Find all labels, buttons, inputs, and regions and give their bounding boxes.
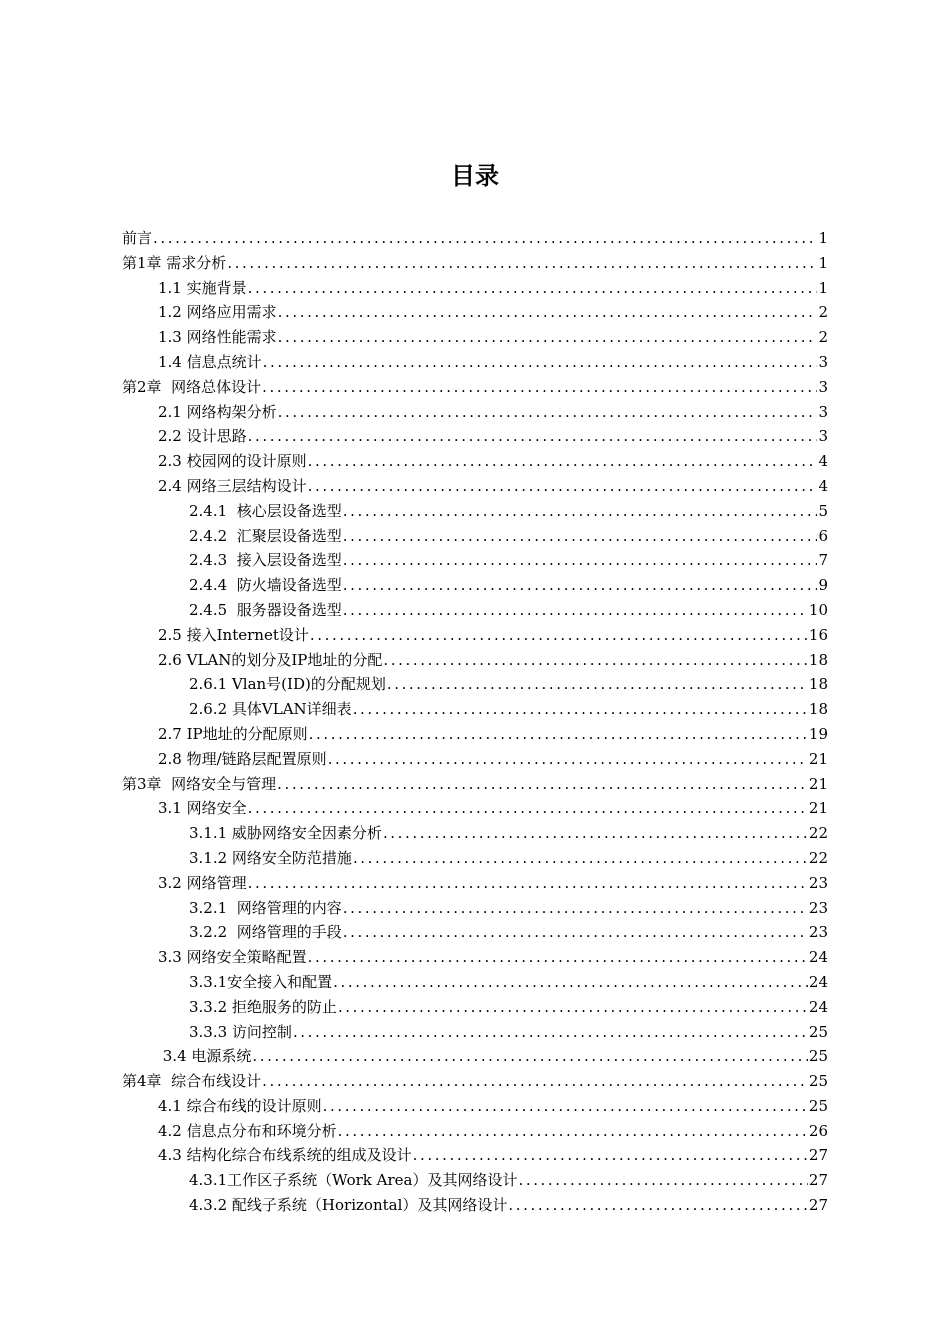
toc-entry[interactable] bbox=[122, 474, 828, 499]
toc-entry[interactable] bbox=[122, 623, 828, 648]
dot-leader bbox=[387, 672, 808, 697]
toc-entry-label: 2.8 物理/链路层配置原则 bbox=[158, 749, 327, 768]
toc-entry-page-number: 21 bbox=[808, 774, 828, 793]
toc-entry[interactable] bbox=[122, 945, 828, 970]
toc-entry[interactable] bbox=[122, 548, 828, 573]
toc-entry-label: 4.3.2 配线子系统（Horizontal）及其网络设计 bbox=[189, 1196, 508, 1215]
toc-entry-label: 2.4.3 接入层设备选型 bbox=[189, 551, 342, 570]
toc-entry-page-number: 9 bbox=[818, 576, 828, 595]
toc-entry-page-number: 27 bbox=[808, 1146, 828, 1165]
toc-entry-label: 第2章 网络总体设计 bbox=[122, 377, 262, 396]
toc-entry-label: 4.3.1工作区子系统（Work Area）及其网络设计 bbox=[189, 1171, 518, 1190]
toc-entry-label: 2.7 IP地址的分配原则 bbox=[158, 724, 308, 743]
toc-entry-page-number: 23 bbox=[808, 898, 828, 917]
toc-entry-label: 4.2 信息点分布和环境分析 bbox=[158, 1121, 337, 1140]
toc-entry-label: 2.1 网络构架分析 bbox=[158, 402, 277, 421]
toc-entry-label: 3.2.1 网络管理的内容 bbox=[189, 898, 342, 917]
dot-leader bbox=[278, 300, 818, 325]
toc-entry-page-number: 1 bbox=[818, 253, 828, 272]
toc-entry-page-number: 10 bbox=[808, 600, 828, 619]
dot-leader bbox=[383, 648, 808, 673]
toc-entry-page-number: 3 bbox=[818, 402, 828, 421]
dot-leader bbox=[252, 1044, 808, 1069]
dot-leader bbox=[338, 995, 808, 1020]
toc-entry[interactable] bbox=[122, 648, 828, 673]
toc-entry-page-number: 21 bbox=[808, 799, 828, 818]
dot-leader bbox=[153, 226, 817, 251]
dot-leader bbox=[277, 772, 808, 797]
toc-entry-label: 2.4.4 防火墙设备选型 bbox=[189, 576, 342, 595]
toc-entry-page-number: 24 bbox=[808, 972, 828, 991]
toc-entry[interactable] bbox=[122, 400, 828, 425]
toc-entry-page-number: 18 bbox=[808, 650, 828, 669]
toc-entry[interactable] bbox=[122, 573, 828, 598]
toc-entry[interactable] bbox=[122, 871, 828, 896]
toc-entry-label: 2.4.5 服务器设备选型 bbox=[189, 600, 342, 619]
toc-entry-label: 3.1.1 威胁网络安全因素分析 bbox=[189, 824, 382, 843]
toc-entry-page-number: 4 bbox=[818, 452, 828, 471]
toc-entry-label: 2.6.2 具体VLAN详细表 bbox=[189, 700, 352, 719]
toc-entry[interactable] bbox=[122, 821, 828, 846]
toc-entry[interactable] bbox=[122, 722, 828, 747]
toc-entry-label: 3.1 网络安全 bbox=[158, 799, 247, 818]
toc-entry-label: 2.4.2 汇聚层设备选型 bbox=[189, 526, 342, 545]
dot-leader bbox=[262, 1069, 808, 1094]
toc-entry-page-number: 3 bbox=[818, 352, 828, 371]
toc-entry-label: 第3章 网络安全与管理 bbox=[122, 774, 277, 793]
toc-entry[interactable] bbox=[122, 524, 828, 549]
toc-entry[interactable] bbox=[122, 499, 828, 524]
toc-entry-page-number: 24 bbox=[808, 948, 828, 967]
toc-entry-label: 3.3.2 拒绝服务的防止 bbox=[189, 997, 337, 1016]
toc-entry-label: 1.2 网络应用需求 bbox=[158, 303, 277, 322]
dot-leader bbox=[293, 1020, 808, 1045]
dot-leader bbox=[518, 1168, 807, 1193]
toc-entry-label: 2.6 VLAN的划分及IP地址的分配 bbox=[158, 650, 383, 669]
toc-entry-label: 4.1 综合布线的设计原则 bbox=[158, 1096, 322, 1115]
toc-entry-page-number: 19 bbox=[808, 724, 828, 743]
toc-entry[interactable] bbox=[122, 697, 828, 722]
toc-entry-page-number: 23 bbox=[808, 923, 828, 942]
toc-entry-page-number: 25 bbox=[808, 1047, 828, 1066]
toc-entry-label: 2.4.1 核心层设备选型 bbox=[189, 501, 342, 520]
toc-entry-page-number: 4 bbox=[818, 476, 828, 495]
toc-entry-page-number: 6 bbox=[818, 526, 828, 545]
dot-leader bbox=[248, 276, 818, 301]
toc-entry-page-number: 25 bbox=[808, 1022, 828, 1041]
dot-leader bbox=[338, 1119, 808, 1144]
toc-entry-label: 3.1.2 网络安全防范措施 bbox=[189, 848, 352, 867]
dot-leader bbox=[343, 548, 818, 573]
toc-entry-label: 第4章 综合布线设计 bbox=[122, 1072, 262, 1091]
toc-entry-label: 1.1 实施背景 bbox=[158, 278, 247, 297]
toc-entry-page-number: 22 bbox=[808, 824, 828, 843]
dot-leader bbox=[353, 846, 808, 871]
toc-entry-page-number: 3 bbox=[818, 377, 828, 396]
toc-entry-label: 3.4 电源系统 bbox=[158, 1047, 252, 1066]
toc-entry[interactable] bbox=[122, 1193, 828, 1218]
toc-entry[interactable] bbox=[122, 226, 828, 251]
toc-entry-label: 3.3 网络安全策略配置 bbox=[158, 948, 307, 967]
toc-entry[interactable] bbox=[122, 1044, 828, 1069]
toc-entry-label: 前言 bbox=[122, 229, 153, 247]
dot-leader bbox=[383, 821, 808, 846]
toc-entry[interactable] bbox=[122, 970, 828, 995]
dot-leader bbox=[308, 474, 818, 499]
dot-leader bbox=[353, 697, 808, 722]
dot-leader bbox=[308, 945, 808, 970]
dot-leader bbox=[508, 1193, 808, 1218]
dot-leader bbox=[343, 524, 818, 549]
dot-leader bbox=[323, 1094, 808, 1119]
toc-entry-label: 3.3.3 访问控制 bbox=[189, 1022, 292, 1041]
toc-entry-label: 2.2 设计思路 bbox=[158, 427, 247, 446]
toc-entry[interactable] bbox=[122, 846, 828, 871]
toc-entry-page-number: 5 bbox=[818, 501, 828, 520]
toc-entry[interactable] bbox=[122, 1020, 828, 1045]
toc-entry-page-number: 24 bbox=[808, 997, 828, 1016]
toc-entry-page-number: 2 bbox=[818, 303, 828, 322]
dot-leader bbox=[248, 796, 808, 821]
toc-entry-label: 第1章 需求分析 bbox=[122, 253, 227, 272]
toc-entry[interactable] bbox=[122, 375, 828, 400]
toc-entry-page-number: 1 bbox=[818, 278, 828, 297]
toc-entry-label: 3.2 网络管理 bbox=[158, 873, 247, 892]
toc-entry-page-number: 22 bbox=[808, 848, 828, 867]
toc-entry[interactable] bbox=[122, 772, 828, 797]
toc-entry[interactable] bbox=[122, 672, 828, 697]
toc-entry[interactable] bbox=[122, 1069, 828, 1094]
toc-entry[interactable] bbox=[122, 896, 828, 921]
dot-leader bbox=[309, 722, 808, 747]
toc-entry[interactable] bbox=[122, 1168, 828, 1193]
toc-entry[interactable] bbox=[122, 1119, 828, 1144]
toc-entry-page-number: 26 bbox=[808, 1121, 828, 1140]
toc-entry-label: 4.3 结构化综合布线系统的组成及设计 bbox=[158, 1146, 412, 1165]
toc-entry[interactable] bbox=[122, 350, 828, 375]
toc-entry-page-number: 7 bbox=[818, 551, 828, 570]
table-of-contents bbox=[122, 226, 828, 1218]
dot-leader bbox=[248, 424, 818, 449]
toc-entry-page-number: 18 bbox=[808, 675, 828, 694]
dot-leader bbox=[308, 449, 818, 474]
toc-entry-label: 3.3.1安全接入和配置 bbox=[189, 972, 333, 991]
toc-entry[interactable] bbox=[122, 449, 828, 474]
toc-entry-label: 2.4 网络三层结构设计 bbox=[158, 476, 307, 495]
toc-entry-page-number: 25 bbox=[808, 1072, 828, 1091]
dot-leader bbox=[262, 375, 817, 400]
toc-entry-label: 3.2.2 网络管理的手段 bbox=[189, 923, 342, 942]
page-title: 目录 bbox=[451, 162, 499, 190]
toc-entry-page-number: 2 bbox=[818, 328, 828, 347]
dot-leader bbox=[328, 747, 808, 772]
toc-entry[interactable] bbox=[122, 251, 828, 276]
toc-entry-page-number: 25 bbox=[808, 1096, 828, 1115]
toc-entry-label: 2.5 接入Internet设计 bbox=[158, 625, 309, 644]
toc-entry[interactable] bbox=[122, 1143, 828, 1168]
toc-entry[interactable] bbox=[122, 276, 828, 301]
toc-entry-label: 1.4 信息点统计 bbox=[158, 352, 262, 371]
toc-entry[interactable] bbox=[122, 920, 828, 945]
toc-entry[interactable] bbox=[122, 424, 828, 449]
toc-entry-page-number: 16 bbox=[808, 625, 828, 644]
toc-entry-page-number: 1 bbox=[818, 229, 828, 247]
toc-entry-label: 2.6.1 Vlan号(ID)的分配规划 bbox=[189, 675, 386, 694]
toc-entry[interactable] bbox=[122, 995, 828, 1020]
dot-leader bbox=[343, 920, 808, 945]
dot-leader bbox=[343, 573, 818, 598]
dot-leader bbox=[248, 871, 808, 896]
toc-entry-label: 1.3 网络性能需求 bbox=[158, 328, 277, 347]
dot-leader bbox=[343, 499, 818, 524]
toc-entry-page-number: 3 bbox=[818, 427, 828, 446]
toc-entry[interactable] bbox=[122, 747, 828, 772]
toc-entry[interactable] bbox=[122, 325, 828, 350]
toc-entry-page-number: 27 bbox=[808, 1196, 828, 1215]
dot-leader bbox=[413, 1143, 808, 1168]
toc-entry[interactable] bbox=[122, 796, 828, 821]
toc-entry[interactable] bbox=[122, 300, 828, 325]
dot-leader bbox=[263, 350, 818, 375]
dot-leader bbox=[343, 896, 808, 921]
dot-leader bbox=[278, 400, 818, 425]
toc-entry[interactable] bbox=[122, 1094, 828, 1119]
dot-leader bbox=[343, 598, 808, 623]
toc-entry-page-number: 21 bbox=[808, 749, 828, 768]
dot-leader bbox=[278, 325, 818, 350]
toc-entry[interactable] bbox=[122, 598, 828, 623]
toc-entry-page-number: 27 bbox=[808, 1171, 828, 1190]
dot-leader bbox=[333, 970, 808, 995]
toc-entry-page-number: 18 bbox=[808, 700, 828, 719]
dot-leader bbox=[310, 623, 808, 648]
dot-leader bbox=[227, 251, 817, 276]
toc-entry-page-number: 23 bbox=[808, 873, 828, 892]
toc-entry-label: 2.3 校园网的设计原则 bbox=[158, 452, 307, 471]
